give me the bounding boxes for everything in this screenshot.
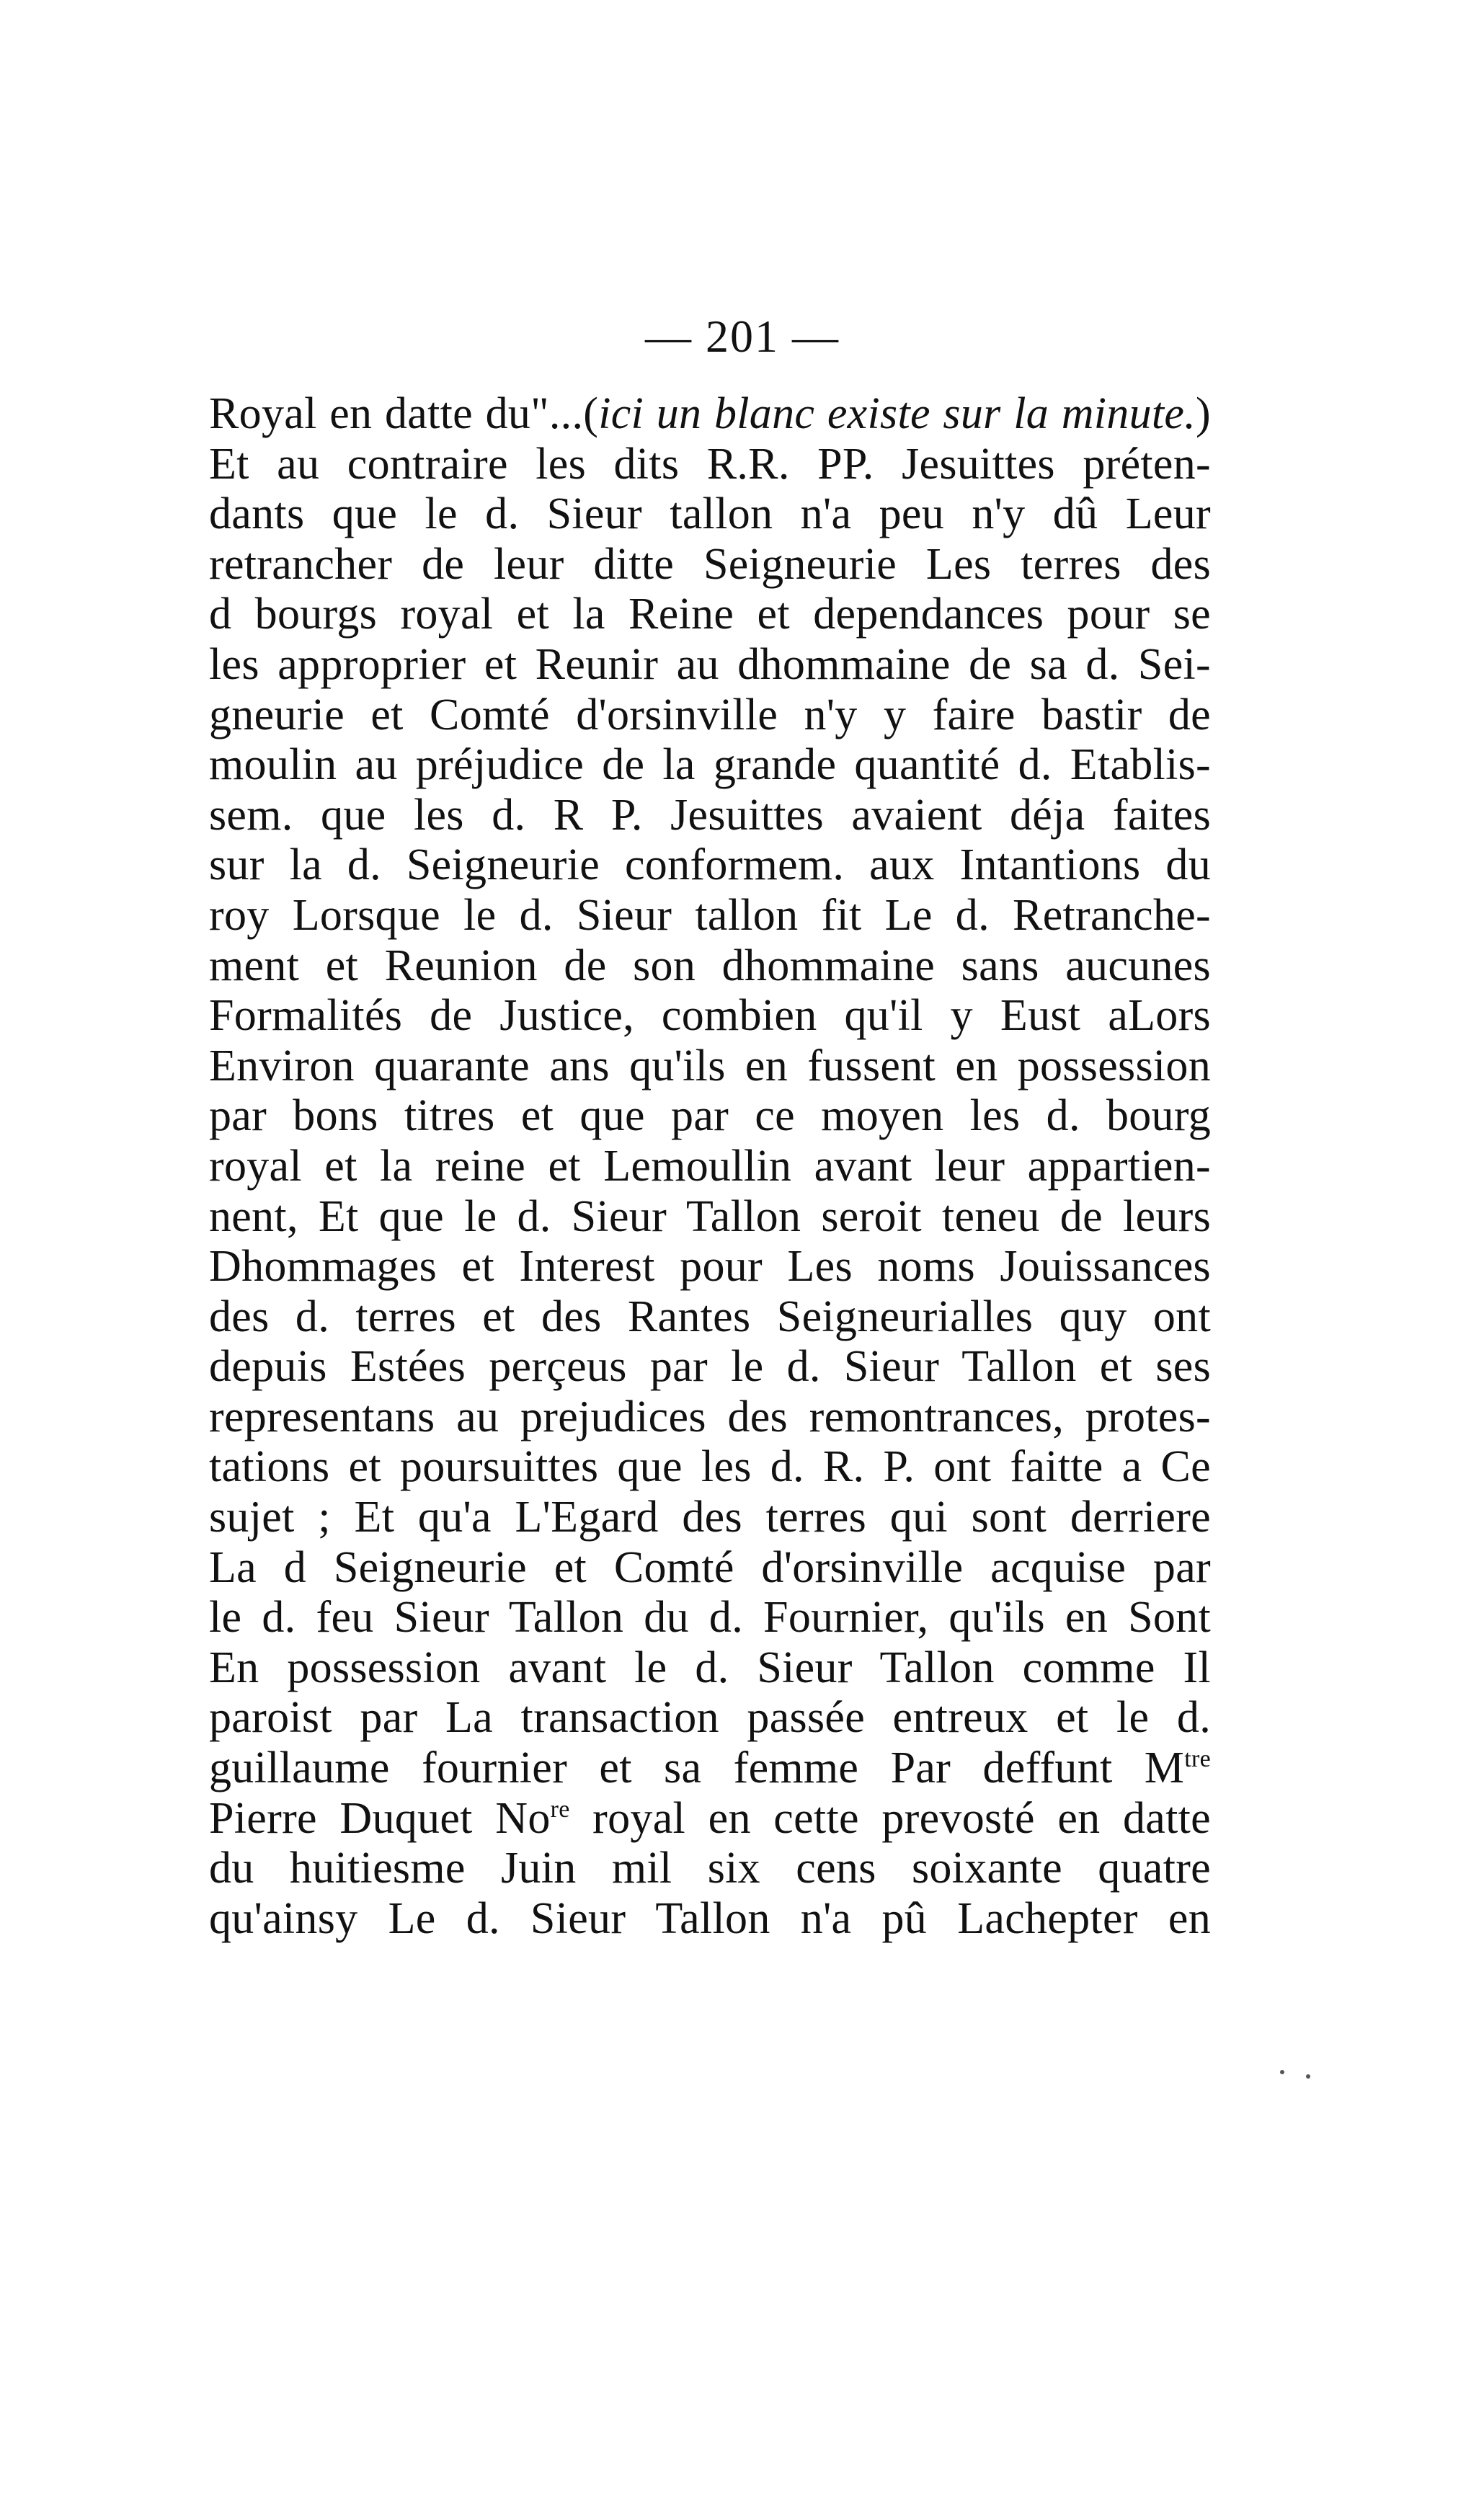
editorial-note: ici un blanc existe sur la minute. — [598, 389, 1196, 438]
text-line: tations et poursuittes que les d. R. P. ont faitte a Ce — [209, 1442, 1211, 1492]
text-line: des d. terres et des Rantes Seigneurialles quy ont — [209, 1292, 1211, 1341]
text-line: depuis Estées perçeus par le d. Sieur Tallon et ses — [209, 1342, 1211, 1392]
text-line: La d Seigneurie et Comté d'orsinville acquise par — [209, 1542, 1211, 1592]
text-line: retrancher de leur ditte Seigneurie Les terres des — [209, 539, 1211, 589]
text-line: En possession avant le d. Sieur Tallon comme Il — [209, 1643, 1211, 1692]
text-line: ment et Reunion de son dhommaine sans aucunes — [209, 941, 1211, 990]
text-line: sujet ; Et qu'a L'Egard des terres qui sont derriere — [209, 1493, 1211, 1542]
superscript-abbreviation: tre — [1184, 1746, 1211, 1773]
text-line: Dhommages et Interest pour Les noms Jouissances — [209, 1242, 1211, 1292]
text-line: qu'ainsy Le d. Sieur Tallon n'a pû Lachepter en — [209, 1893, 1211, 1943]
text-line — [209, 389, 1211, 440]
text-line: Formalités de Justice, combien qu'il y Eust aLors — [209, 991, 1211, 1041]
text-line: representans au prejudices des remontrances, protes- — [209, 1392, 1211, 1441]
page-number: — 201 — — [645, 311, 840, 362]
text-line: les approprier et Reunir au dhommaine de sa d. Sei- — [209, 639, 1211, 689]
text-line: gneurie et Comté d'orsinville n'y y faire bastir de — [209, 690, 1211, 739]
line-text: guillaume fournier et sa femme Par deffunt M — [209, 1743, 1185, 1793]
text-line: moulin au préjudice de la grande quantité d. Etablis- — [209, 740, 1211, 790]
text-line: paroist par La transaction passée entreux et le d. — [209, 1693, 1211, 1743]
text-line — [209, 1794, 1211, 1844]
text-line: Environ quarante ans qu'ils en fussent en possession — [209, 1041, 1211, 1090]
text-line: royal et la reine et Lemoullin avant leur appartien- — [209, 1141, 1211, 1191]
line-text: Royal en datte du"...( — [209, 389, 599, 438]
line-text: ) — [1196, 389, 1211, 438]
text-line: nent, Et que le d. Sieur Tallon seroit teneu de leurs — [209, 1191, 1211, 1241]
text-line: du huitiesme Juin mil six cens soixante quatre — [209, 1844, 1211, 1893]
text-line: sem. que les d. R P. Jesuittes avaient déja faites — [209, 790, 1211, 840]
text-line: d bourgs royal et la Reine et dependances pour se — [209, 590, 1211, 639]
text-line: par bons titres et que par ce moyen les d. bourg — [209, 1091, 1211, 1141]
text-line: dants que le d. Sieur tallon n'a peu n'y dû Leur — [209, 489, 1211, 539]
text-line — [209, 1743, 1211, 1794]
superscript-abbreviation: re — [550, 1795, 570, 1823]
text-line: sur la d. Seigneurie conformem. aux Intantions du — [209, 840, 1211, 890]
text-line: le d. feu Sieur Tallon du d. Fournier, qu'ils en Sont — [209, 1593, 1211, 1643]
line-text: royal en cette prevosté en datte — [569, 1793, 1211, 1843]
paper-speck — [1306, 2074, 1310, 2079]
text-line: Et au contraire les dits R.R. PP. Jesuittes préten- — [209, 439, 1211, 489]
line-text: Pierre Duquet No — [209, 1793, 551, 1843]
body-text — [209, 389, 1211, 1944]
text-line: roy Lorsque le d. Sieur tallon fit Le d. Retranche- — [209, 890, 1211, 940]
paper-speck — [1280, 2070, 1284, 2074]
